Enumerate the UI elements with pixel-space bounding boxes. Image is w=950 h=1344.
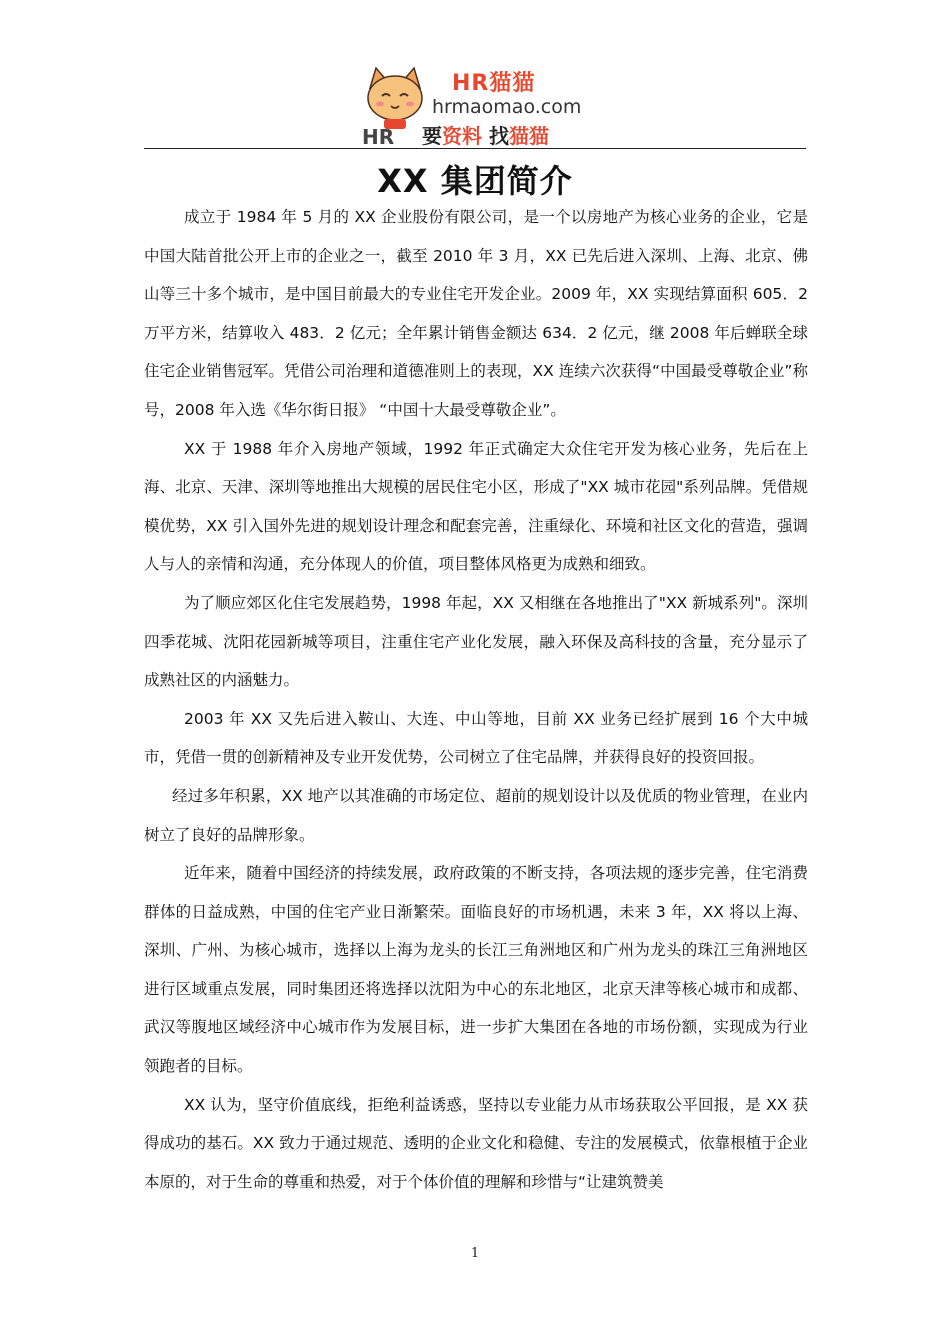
logo-brand-text: HR猫猫	[452, 71, 536, 96]
hrmaomao-logo	[360, 64, 620, 150]
slogan-part-3: 找	[482, 124, 509, 148]
paragraph-2: XX 于 1988 年介入房地产领域，1992 年正式确定大众住宅开发为核心业务，先后在上海、北京、天津、深圳等地推出大规模的居民住宅小区，形成了"XX 城市花园"系列品牌。凭借规模优势，XX 引入国外先进的规划设计理念和配套完善，注重绿化、环境和社区文化的营造，强调人与人的亲情和沟通，充分体现人的价值，项目整体风格更为成熟和细致。	[144, 439, 808, 574]
paragraph-5: 经过多年积累，XX 地产以其准确的市场定位、超前的规划设计以及优质的物业管理，在业内树立了良好的品牌形象。	[144, 786, 808, 844]
document-body	[144, 198, 808, 1201]
cat-mascot-icon	[360, 66, 430, 146]
document-title: XX 集团简介	[377, 162, 573, 200]
slogan-part-1: 要	[422, 124, 442, 148]
page-number: 1	[470, 1246, 480, 1261]
paragraph-4: 2003 年 XX 又先后进入鞍山、大连、中山等地，目前 XX 业务已经扩展到 16 个大中城市，凭借一贯的创新精神及专业开发优势，公司树立了住宅品牌，并获得良好的投资回报。	[144, 709, 808, 767]
slogan-part-2: 资料	[442, 124, 482, 148]
logo-mark: HR	[362, 125, 395, 146]
slogan-part-4: 猫猫	[508, 124, 549, 148]
paragraph-3: 为了顺应郊区化住宅发展趋势，1998 年起，XX 又相继在各地推出了"XX 新城系列"。深圳四季花城、沈阳花园新城等项目，注重住宅产业化发展，融入环保及高科技的含量，充分显示了成熟社区的内涵魅力。	[144, 593, 808, 690]
header-divider	[144, 148, 806, 149]
paragraph-6: 近年来，随着中国经济的持续发展，政府政策的不断支持，各项法规的逐步完善，住宅消费群体的日益成熟，中国的住宅产业日渐繁荣。面临良好的市场机遇，未来 3 年，XX 将以上海、深圳、广州、为核心城市，选择以上海为龙头的长江三角洲地区和广州为龙头的珠江三角洲地区进行区域重点发展，同时集团还将选择以沈阳为中心的东北地区，北京天津等核心城市和成都、武汉等腹地区域经济中心城市作为发展目标，进一步扩大集团在各地的市场份额，实现成为行业领跑者的目标。	[144, 864, 808, 1076]
logo-url-text: hrmaomao.com	[432, 96, 582, 118]
paragraph-1: 成立于 1984 年 5 月的 XX 企业股份有限公司，是一个以房地产为核心业务的企业，它是中国大陆首批公开上市的企业之一，截至 2010 年 3 月，XX 已先后进入深圳、上海、北京、佛山等三十多个城市，是中国目前最大的专业住宅开发企业。2009 年，XX 实现结算面积 605．2 万平方米，结算收入 483．2 亿元；全年累计销售金额达 634．2 亿元，继 2008 年后蝉联全球住宅企业销售冠军。凭借公司治理和道德准则上的表现，XX 连续六次获得“中国最受尊敬企业”称号，2008 年入选《华尔街日报》 “中国十大最受尊敬企业”。	[144, 208, 808, 419]
paragraph-7: XX 认为，坚守价值底线，拒绝利益诱惑，坚持以专业能力从市场获取公平回报，是 XX 获得成功的基石。XX 致力于通过规范、透明的企业文化和稳健、专注的发展模式，依靠根植于企业本原的，对于生命的尊重和热爱，对于个体价值的理解和珍惜与“让建筑赞美	[144, 1095, 808, 1191]
logo-slogan	[422, 120, 549, 149]
